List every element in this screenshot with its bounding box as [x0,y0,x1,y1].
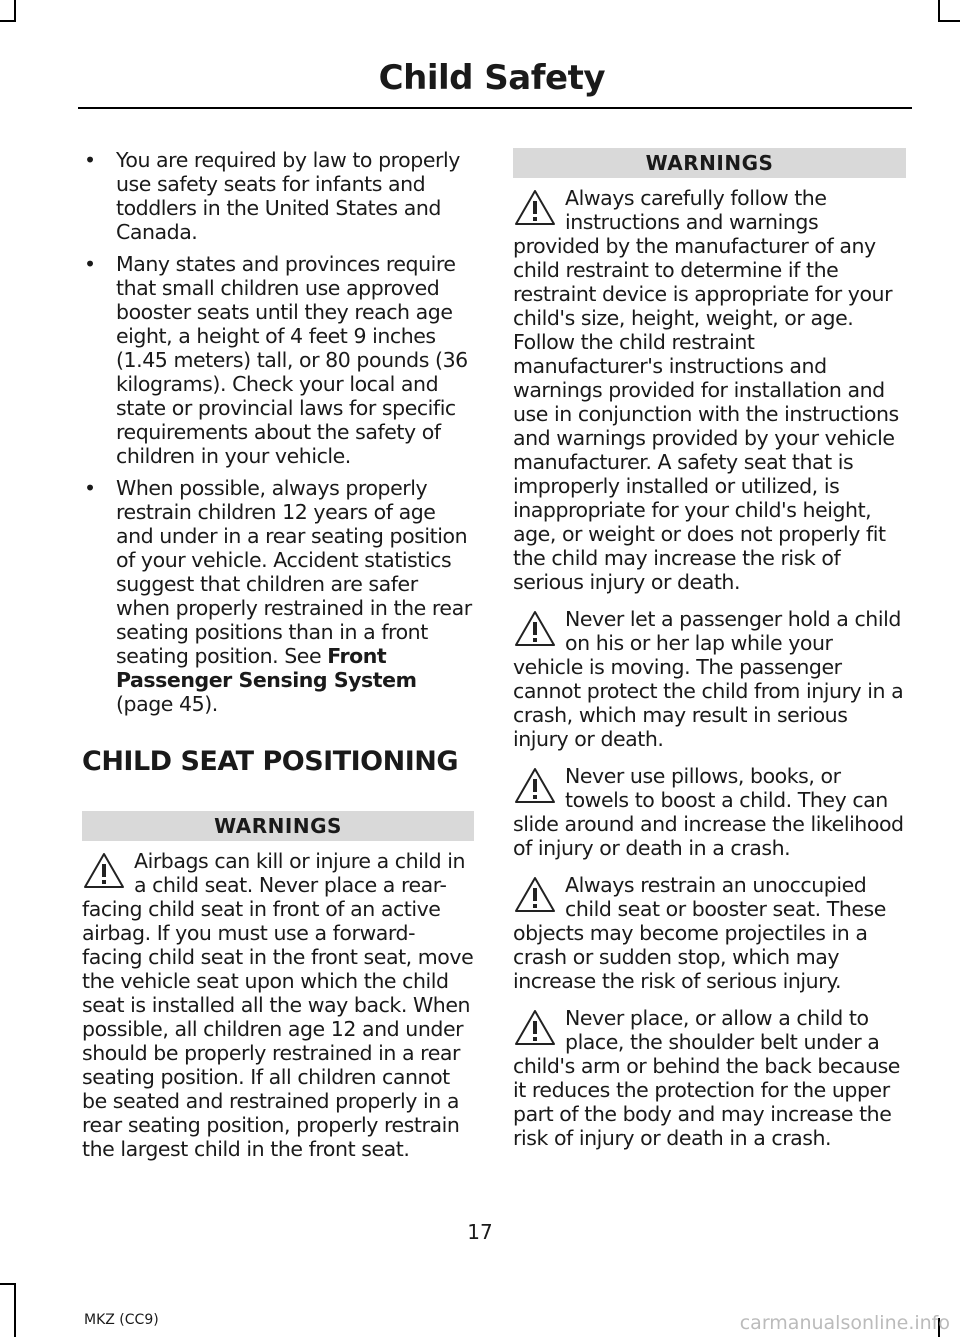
model-label: MKZ (CC9) [84,1312,159,1328]
warning-triangle-icon [513,1008,557,1048]
warning-item [513,186,906,594]
warning-text: Always restrain an unoccupied child seat or booster seat. These objects may become projectiles in a crash or sudden stop, which may increase the risk of serious injury. [513,873,886,993]
watermark: carmanualsonline.info [739,1312,950,1334]
warning-item [513,764,906,860]
page-title: Child Safety [378,58,605,98]
left-column [82,148,474,1174]
crop-mark [938,0,940,22]
warning-triangle-icon [513,766,557,806]
page-number: 17 [467,1220,493,1244]
bullet-list [82,148,474,716]
warnings-header: WARNINGS [513,148,906,178]
bullet-text: You are required by law to properly use safety seats for infants and toddlers in the United States and Canada. [116,148,460,244]
warning-item [82,849,474,1161]
page-reference: (page 45). [116,692,218,716]
warning-item [513,873,906,993]
right-column [513,148,906,1163]
bullet-text: Many states and provinces require that small children use approved booster seats until they reach age eight, a height of 4 feet 9 inches (1.45 meters) tall, or 80 pounds (36 kilograms). Check your local and state or provincial laws for specific requirements about the safety of children in your vehicle. [116,252,468,468]
bullet-icon: • [84,148,96,172]
warning-text: Always carefully follow the instructions and warnings provided by the manufacturer of any child restraint to determine if the restraint device is appropriate for your child's size, height, weight, or age. Follow the child restraint manufacturer's instructions and warnings provided for installation and use in conjunction with the instructions and warnings provided by your vehicle manufacturer. A safety seat that is improperly installed or utilized, is inappropriate for your child's height, age, or weight or does not properly fit the child may increase the risk of serious injury or death. [513,186,899,594]
bullet-icon: • [84,476,96,500]
crop-mark [14,0,16,22]
warning-text: Never place, or allow a child to place, the shoulder belt under a child's arm or behind the back because it reduces the protection for the upper part of the body and may increase the risk of injury or death in a crash. [513,1006,900,1150]
crop-mark [14,1283,16,1337]
bullet-icon: • [84,252,96,276]
crop-mark [0,1283,16,1285]
warning-item [513,607,906,751]
cross-reference-link[interactable]: Front Passenger Sensing System [116,644,417,692]
warning-text: Never use pillows, books, or towels to boost a child. They can slide around and increase the likelihood of injury or death in a crash. [513,764,904,860]
crop-mark [940,20,960,22]
warning-triangle-icon [513,609,557,649]
warning-text: Airbags can kill or injure a child in a child seat. Never place a rear-facing child seat in front of an active airbag. If you must use a forward-facing child seat in the front seat, move the vehicle seat upon which the child seat is installed all the way back. When possible, all children age 12 and under should be properly restrained in a rear seating position. If all children cannot be seated and restrained properly in a rear seating position, properly restrain the largest child in the front seat. [82,849,474,1161]
warnings-header: WARNINGS [82,811,474,841]
list-item [82,148,474,244]
warning-triangle-icon [513,875,557,915]
warning-triangle-icon [513,188,557,228]
list-item [82,476,474,716]
warning-item [513,1006,906,1150]
section-heading: CHILD SEAT POSITIONING [82,746,459,777]
bullet-text: When possible, always properly restrain children 12 years of age and under in a rear seating position of your vehicle. Accident statistics suggest that children are safer when properly restrained in the rear seating positions than in a front seating position. See [116,476,472,668]
crop-mark [0,20,16,22]
header-divider [78,107,912,109]
warning-triangle-icon [82,851,126,891]
list-item [82,252,474,468]
warning-text: Never let a passenger hold a child on his or her lap while your vehicle is moving. The passenger cannot protect the child from injury in a crash, which may result in serious injury or death. [513,607,904,751]
